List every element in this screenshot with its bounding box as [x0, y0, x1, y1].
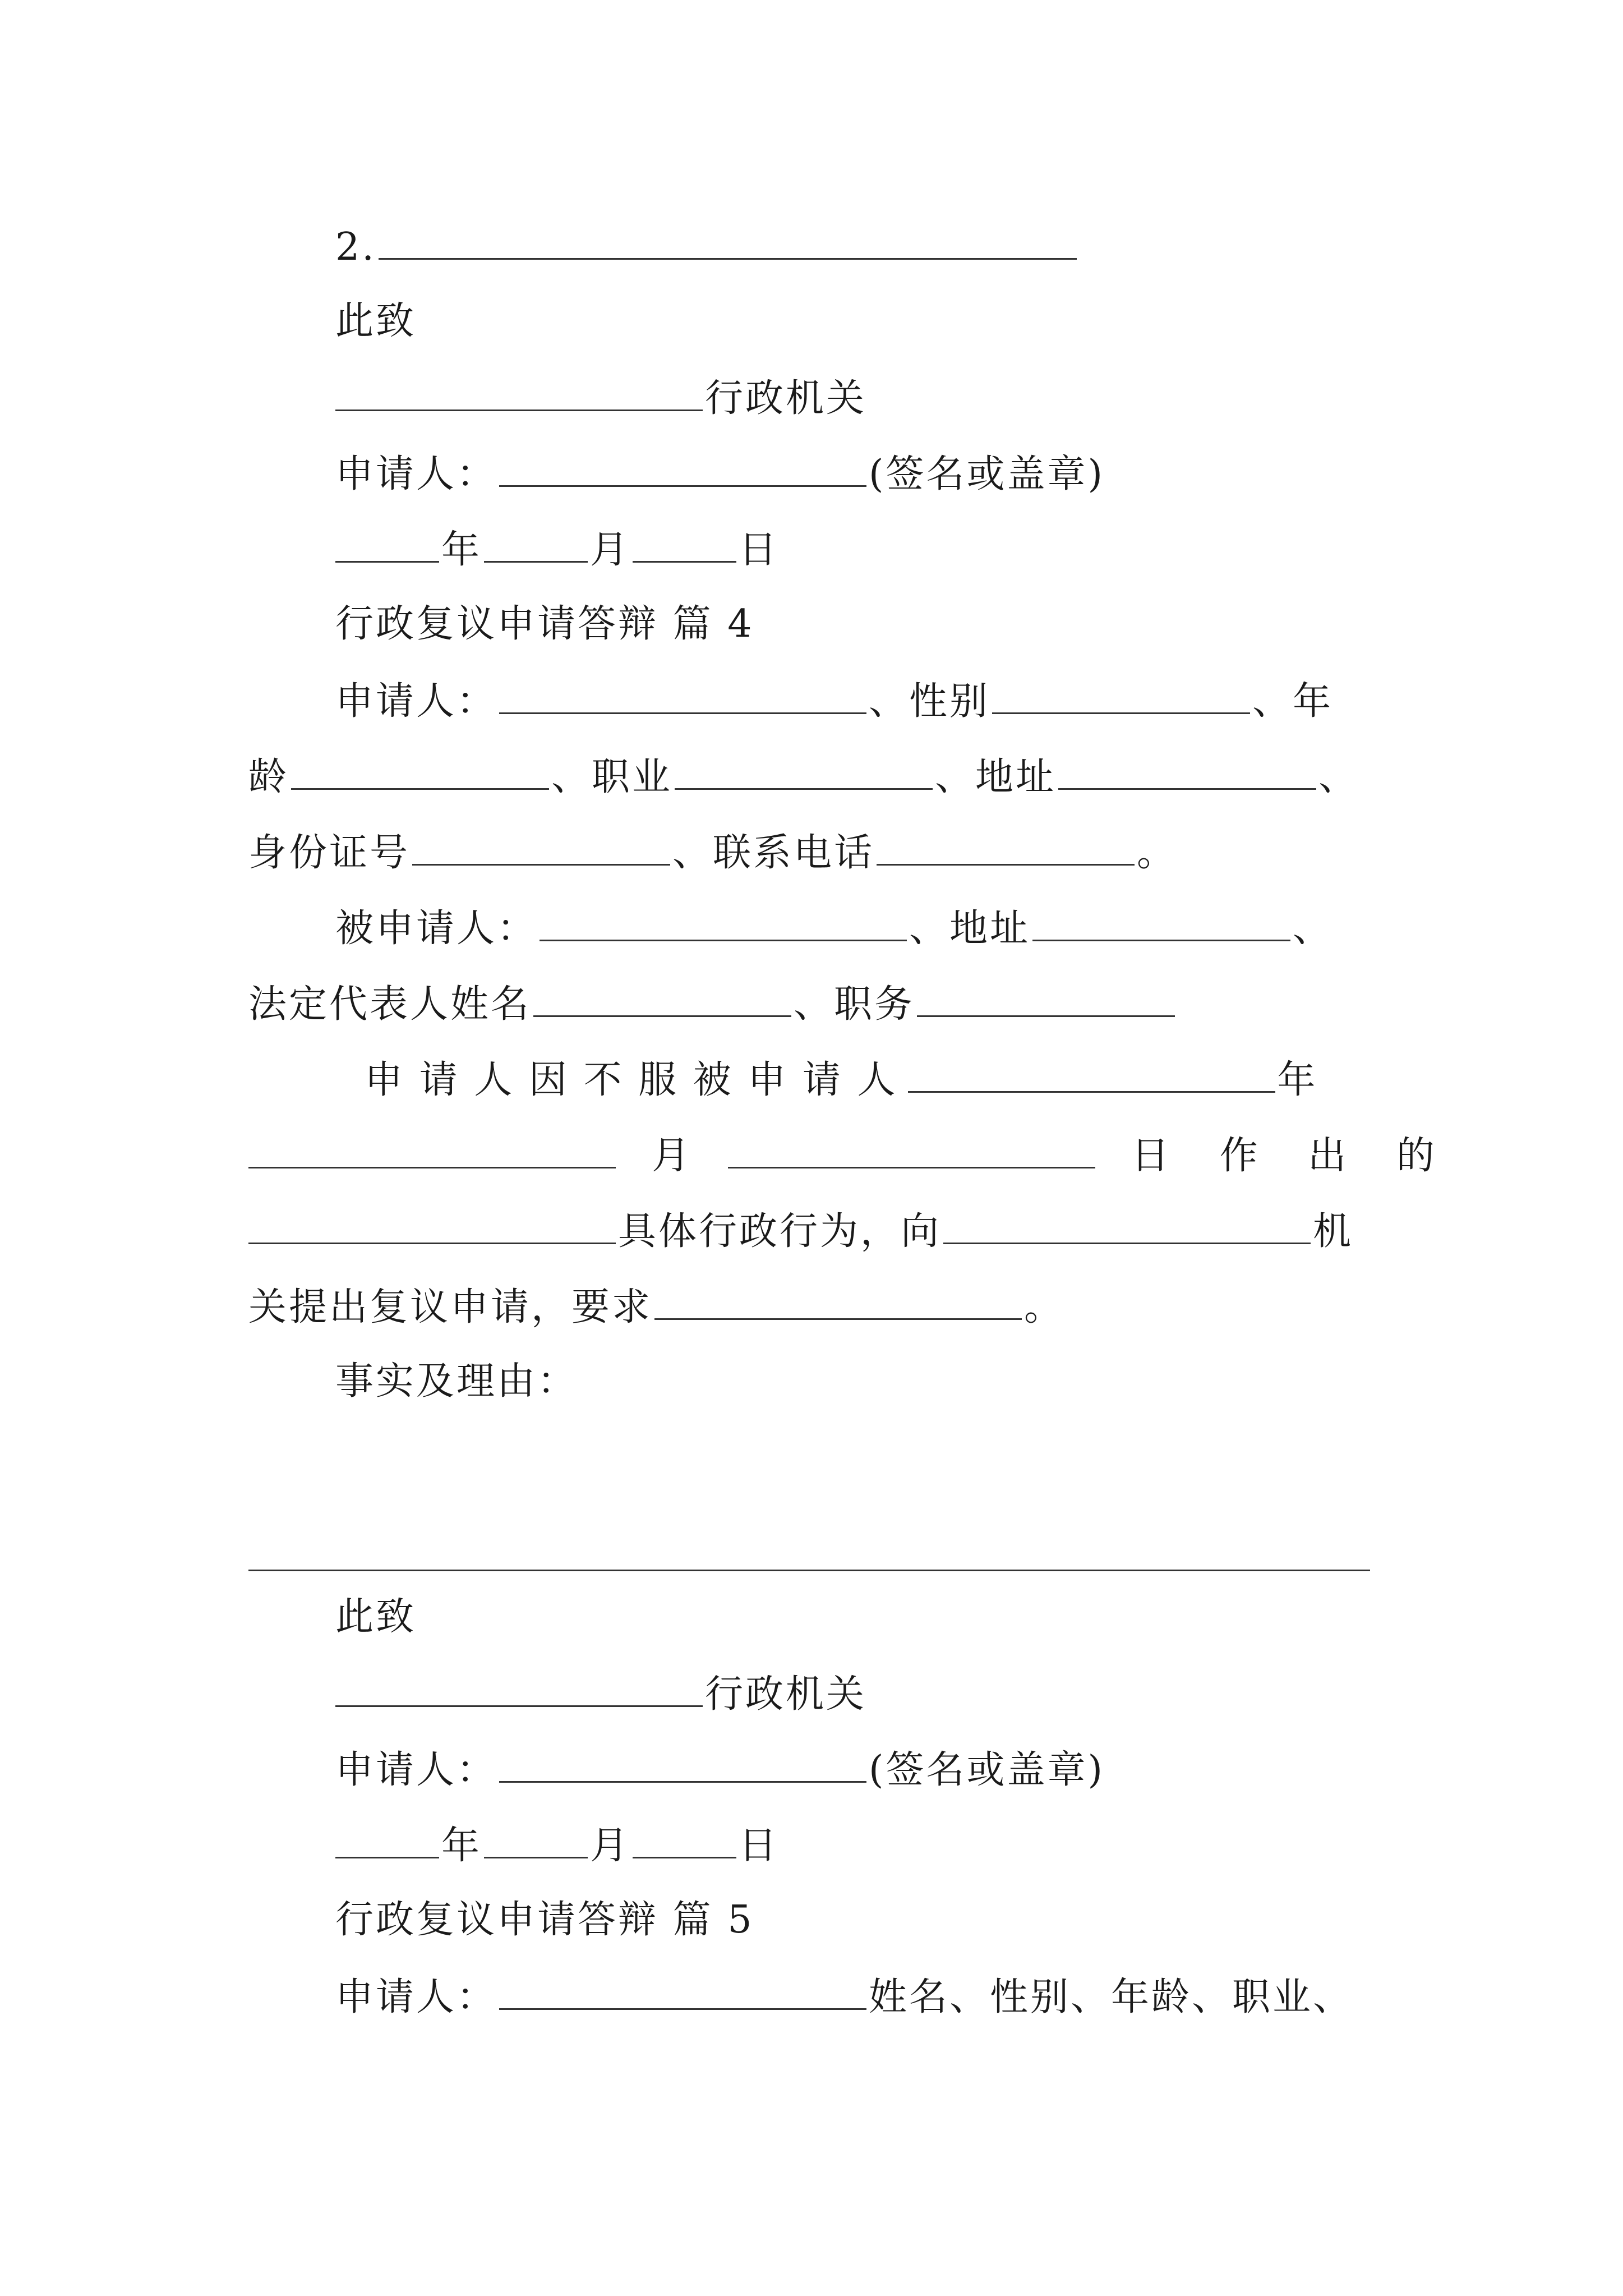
blank-field	[335, 1822, 439, 1858]
applicant-info-line-3	[248, 829, 1177, 876]
blank-field	[675, 753, 933, 790]
date-line	[335, 526, 779, 573]
date-line	[335, 1822, 779, 1869]
blank-field	[654, 1283, 1022, 1320]
text-fragment: 机	[1313, 1209, 1354, 1254]
legal-representative-label: 法定代表人姓名	[248, 982, 532, 1027]
section-5-applicant-line	[335, 1973, 1353, 2020]
day-label: 日	[739, 528, 780, 572]
occupation-label: 、职业	[551, 755, 673, 799]
age-label-start: 、年	[1252, 679, 1334, 724]
month-label: 月	[590, 1824, 631, 1868]
blank-field	[335, 526, 439, 563]
request-line-2	[248, 1132, 1454, 1179]
applicant-fields-text: 姓名、性别、年龄、职业、	[869, 1975, 1354, 2019]
month-label: 月	[590, 528, 631, 572]
phone-label: 、联系电话	[672, 831, 875, 875]
blank-field	[379, 223, 1077, 260]
blank-field	[992, 678, 1250, 714]
salutation: 此致	[335, 1595, 417, 1639]
salutation: 此致	[335, 299, 417, 343]
year-label: 年	[441, 1824, 482, 1868]
blank-field	[335, 375, 703, 411]
blank-field	[633, 1822, 736, 1858]
blank-field	[499, 1746, 866, 1783]
applicant-sign-line	[335, 1746, 1105, 1793]
respondent-label: 被申请人：	[335, 907, 538, 951]
sign-note: (签名或盖章)	[869, 452, 1105, 496]
id-number-label: 身份证号	[248, 831, 411, 875]
address-label: 、地址	[909, 907, 1031, 951]
applicant-label: 申请人：	[335, 1975, 497, 2019]
authority-label: 行政机关	[705, 1672, 867, 1717]
applicant-label: 申请人：	[335, 1748, 497, 1792]
blank-field	[291, 753, 549, 790]
authority-line	[335, 1671, 866, 1717]
blank-field	[499, 450, 866, 487]
gender-label: 、性别	[869, 679, 990, 724]
punctuation: 。	[1137, 831, 1178, 875]
blank-field	[540, 905, 907, 941]
day-made-text: 日 作 出 的	[1131, 1134, 1454, 1178]
respondent-line-1	[335, 905, 1333, 951]
applicant-label: 申请人：	[335, 452, 497, 496]
blank-field	[917, 981, 1175, 1017]
blank-field	[499, 1973, 866, 2010]
admin-act-text: 具体行政行为，向	[618, 1209, 942, 1254]
address-label: 、地址	[935, 755, 1057, 799]
blank-field	[1032, 905, 1290, 941]
blank-field	[484, 1822, 588, 1858]
request-line-4	[248, 1283, 1064, 1330]
age-label-end: 龄	[248, 755, 289, 799]
blank-field	[1058, 753, 1316, 790]
applicant-sign-line	[335, 450, 1105, 497]
position-label: 、职务	[794, 982, 915, 1027]
respondent-line-2	[248, 981, 1177, 1027]
blank-field	[633, 526, 736, 563]
section-4-title: 行政复议申请答辩 篇 4	[335, 602, 754, 646]
blank-field	[908, 1056, 1275, 1093]
blank-field	[484, 526, 588, 563]
blank-field	[412, 829, 670, 866]
authority-label: 行政机关	[705, 376, 867, 421]
authority-line	[335, 375, 866, 421]
day-label: 日	[739, 1824, 780, 1868]
blank-field	[728, 1132, 1095, 1168]
item-2-line	[335, 223, 1079, 270]
applicant-info-line-2	[248, 753, 1359, 800]
month-label: 月	[652, 1134, 693, 1178]
punctuation: 。	[1024, 1285, 1065, 1329]
request-line-3	[248, 1208, 1353, 1254]
request-line-1	[365, 1056, 1318, 1103]
blank-field	[248, 1208, 616, 1244]
blank-field	[943, 1208, 1311, 1244]
facts-label: 事实及理由：	[335, 1359, 578, 1404]
applicant-info-line-1	[335, 678, 1333, 724]
applicant-label: 申请人：	[335, 679, 497, 724]
punctuation: 、	[1318, 755, 1359, 799]
blank-field	[335, 1671, 703, 1707]
punctuation: 、	[1293, 907, 1334, 951]
submit-request-text: 关提出复议申请，要求	[248, 1285, 653, 1329]
year-label: 年	[441, 528, 482, 572]
facts-blank-line	[248, 1570, 1370, 1571]
year-label: 年	[1277, 1058, 1318, 1102]
blank-field	[248, 1132, 616, 1168]
blank-field	[499, 678, 866, 714]
blank-field	[877, 829, 1135, 866]
blank-field	[533, 981, 791, 1017]
sign-note: (签名或盖章)	[869, 1748, 1105, 1792]
disagree-text: 申 请 人 因 不 服 被 申 请 人	[365, 1058, 898, 1102]
section-5-title: 行政复议申请答辩 篇 5	[335, 1898, 754, 1942]
item-number: 2.	[335, 225, 376, 269]
